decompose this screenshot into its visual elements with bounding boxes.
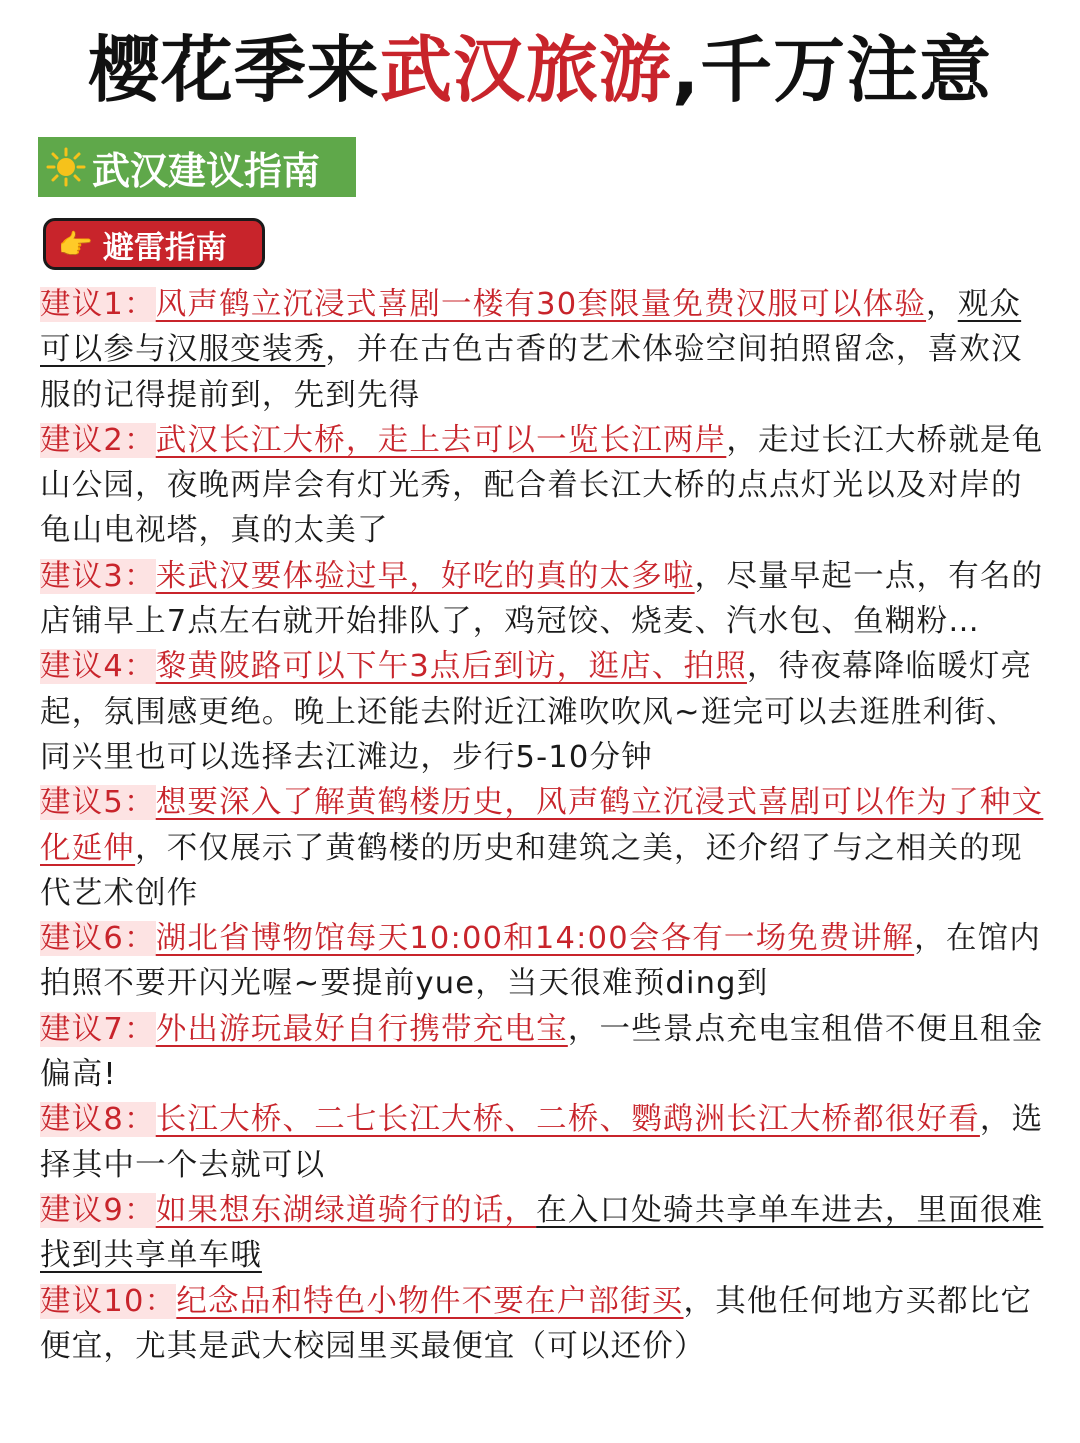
avoid-pitfalls-tag [43, 218, 265, 270]
tip-highlight: 纪念品和特色小物件不要在户部街买 [176, 1283, 684, 1319]
tip-highlight: 如果想东湖绿道骑行的话， [155, 1192, 537, 1228]
pointing-hand-icon: 👉 [58, 227, 93, 261]
tip-text: ，待夜幕降临暖灯亮起，氛围感更绝。晚上还能去附近江滩吹吹风~逛完可以去逛胜利街、同兴里也可以选择去江滩边，步行5-10分钟 [40, 649, 1033, 775]
title-part-1: 樱花季来 [87, 28, 380, 112]
tip-text: ，选择其中一个去就可以 [40, 1102, 1044, 1183]
tip-text: ，不仅展示了黄鹤楼的历史和建筑之美，还介绍了与之相关的现代艺术创作 [40, 830, 1023, 911]
tip-highlight: 风声鹤立沉浸式喜剧一楼有30套限量免费汉服可以体验 [155, 287, 927, 322]
tip-highlight: 长江大桥、二七长江大桥、二桥、鹦鹉洲长江大桥都很好看 [155, 1102, 980, 1138]
tip-highlight: 黎黄陂路可以下午3点后到访，逛店、拍照 [155, 649, 747, 685]
tip-label: 建议6： [40, 921, 156, 957]
tip-label: 建议1： [40, 287, 156, 322]
tip-highlight: 外出游玩最好自行携带充电宝 [155, 1011, 568, 1047]
tip-text: ，尽量早起一点，有名的店铺早上7点左右就开始排队了，鸡冠饺、烧麦、汽水包、鱼糊粉… [40, 558, 1044, 640]
tip-text: ，在馆内拍照不要开闪光喔~要提前yue，当天很难预ding到 [40, 921, 1041, 1002]
tip-item [40, 780, 1044, 916]
tip-label: 建议2： [40, 422, 156, 458]
tip-text: ，其他任何地方买都比它便宜，尤其是武大校园里买最便宜（可以还价） [40, 1283, 1033, 1364]
tip-item [40, 418, 1044, 554]
tip-label: 建议5： [40, 785, 156, 821]
tip-label: 建议9： [40, 1192, 156, 1228]
title-part-2: ,千万注意 [671, 28, 993, 112]
tip-item [40, 554, 1044, 645]
tip-highlight: 来武汉要体验过早，好吃的真的太多啦 [155, 558, 695, 594]
tip-highlight: 湖北省博物馆每天10:00和14:00会各有一场免费讲解 [155, 921, 915, 957]
tip-label: 建议4： [40, 649, 156, 685]
tip-label: 建议8： [40, 1102, 156, 1138]
tip-label: 建议3： [40, 558, 156, 594]
tip-label: 建议10： [40, 1283, 177, 1319]
tag-label: 避雷指南 [102, 229, 227, 266]
tips-list [40, 282, 1044, 1369]
tip-item [40, 1097, 1044, 1188]
page-title [0, 26, 1080, 114]
tip-text: ，一些景点充电宝租借不便且租金偏高! [40, 1011, 1044, 1093]
tip-item [40, 282, 1044, 418]
tip-item [40, 1007, 1044, 1098]
tip-highlight: 想要深入了解黄鹤楼历史，风声鹤立沉浸式喜剧可以作为了种文化延伸 [40, 785, 1044, 866]
tip-underline: 观众可以参与汉服变装秀 [40, 287, 1022, 368]
tip-item [40, 1279, 1044, 1370]
section-badge [38, 137, 356, 197]
title-highlight: 武汉旅游 [379, 28, 672, 112]
tip-text: ，并在古色古香的艺术体验空间拍照留念，喜欢汉服的记得提前到，先到先得 [40, 332, 1023, 413]
tip-item [40, 1188, 1044, 1279]
tip-highlight: 武汉长江大桥，走上去可以一览长江两岸 [155, 422, 727, 458]
sun-icon [46, 147, 86, 187]
tip-item [40, 644, 1044, 780]
tip-item [40, 916, 1044, 1007]
tip-underline: 在入口处骑共享单车进去，里面很难找到共享单车哦 [40, 1192, 1044, 1274]
section-label: 武汉建议指南 [92, 148, 321, 193]
tip-separator: ， [926, 287, 958, 322]
tip-label: 建议7： [40, 1011, 156, 1047]
tip-text: ，走过长江大桥就是龟山公园，夜晚两岸会有灯光秀，配合着长江大桥的点点灯光以及对岸的龟山电视塔，真的太美了 [40, 422, 1044, 549]
